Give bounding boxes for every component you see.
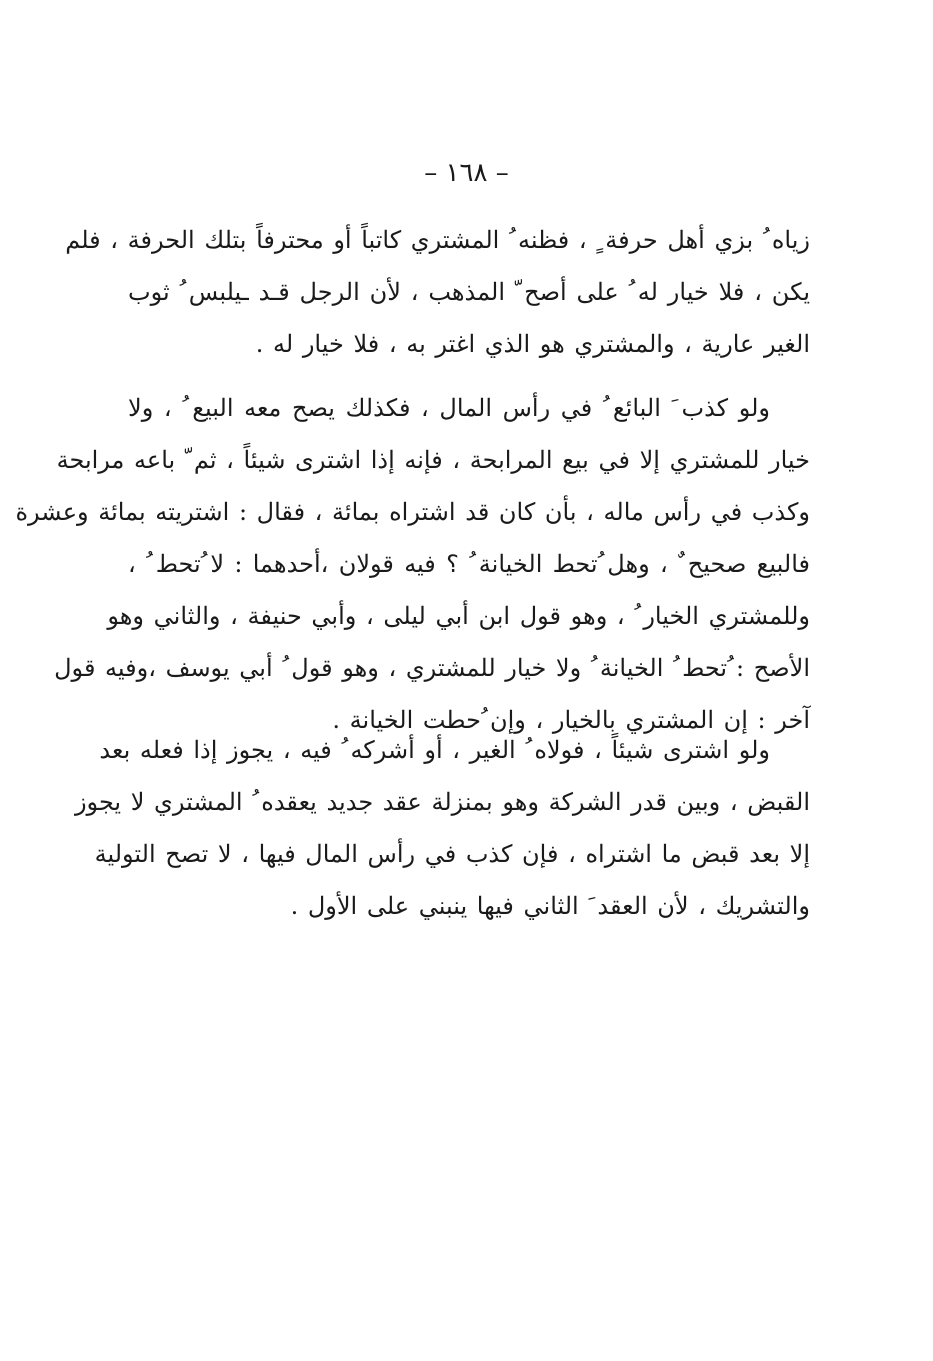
text-line: خيار للمشتري إلا في بيع المرابحة ، فإنه إذا اشترى شيئاً ، ثم ّ باعه مرابحة (56, 446, 810, 474)
text-line: فالبيع صحيح ٌ ، وهل ُتحط الخيانة ُ ؟ فيه قولان ،أحدهما : لا ُتحط ُ ، (128, 550, 810, 578)
text-line: وللمشتري الخيار ُ ، وهو قول ابن أبي ليلى ، وأبي حنيفة ، والثاني وهو (107, 602, 810, 630)
text-line: الغير عارية ، والمشتري هو الذي اغتر به ، فلا خيار له . (255, 330, 810, 358)
text-line: يكن ، فلا خيار له ُ على أصح ّ المذهب ، لأن الرجل قـد ـيلبس ُ ثوب (128, 278, 810, 306)
text-line: آخر : إن المشتري بالخيار ، وإن ُحطت الخيانة . (332, 706, 810, 734)
text-line: القبض ، وبين قدر الشركة وهو بمنزلة عقد جديد يعقده ُ المشتري لا يجوز (74, 788, 810, 816)
text-line: ولو كذب َ البائع ُ في رأس المال ، فكذلك يصح معه البيع ُ ، ولا (128, 394, 770, 422)
text-line: الأصح : ُتحط ُ الخيانة ُ ولا خيار للمشتري ، وهو قول ُ أبي يوسف ،وفيه قول (54, 654, 810, 682)
page-number: – ١٦٨ – (424, 158, 509, 188)
text-line: إلا بعد قبض ما اشتراه ، فإن كذب في رأس المال فيها ، لا تصح التولية (94, 840, 810, 868)
text-line: والتشريك ، لأن العقد َ الثاني فيها ينبني على الأول . (290, 892, 810, 920)
text-line: وكذب في رأس ماله ، بأن كان قد اشتراه بمائة ، فقال : اشتريته بمائة وعشرة (15, 498, 810, 526)
text-line: ولو اشترى شيئاً ، فولاه ُ الغير ، أو أشركه ُ فيه ، يجوز إذا فعله بعد (99, 736, 770, 764)
paragraph-3 (74, 724, 810, 932)
text-line: زياه ُ بزي أهل حرفة ٍ ، فظنه ُ المشتري كاتباً أو محترفاً بتلك الحرفة ، فلم (65, 226, 810, 254)
paragraph-2 (15, 382, 810, 746)
paragraph-1 (65, 214, 810, 370)
